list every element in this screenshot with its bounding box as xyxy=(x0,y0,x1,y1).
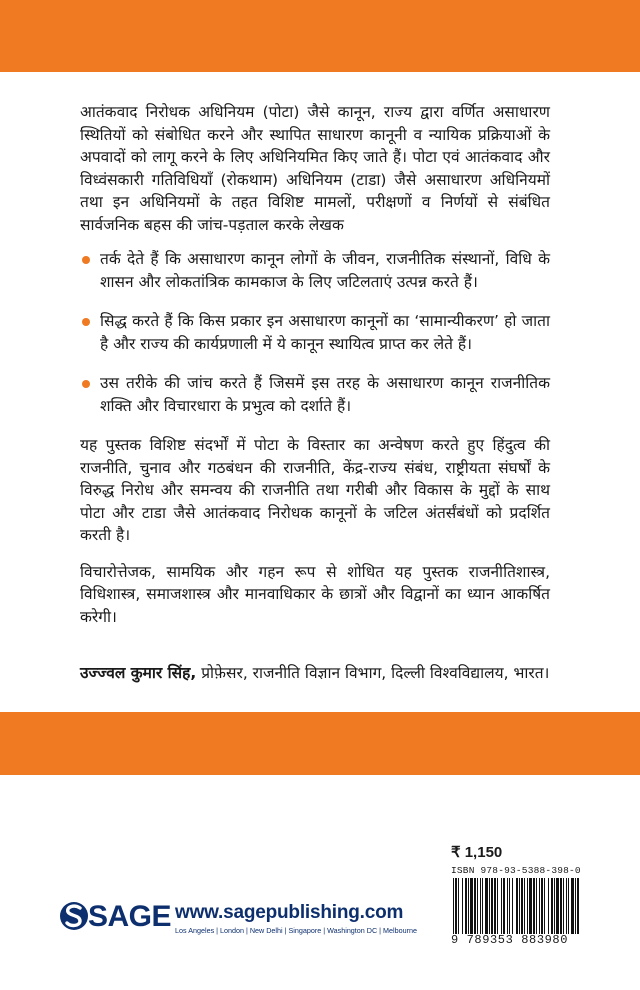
price: ₹ 1,150 xyxy=(451,844,503,861)
back-cover-text xyxy=(80,101,550,685)
isbn-barcode xyxy=(451,865,581,947)
publisher-cities: Los Angeles | London | New Delhi | Singapore | Washington DC | Melbourne xyxy=(175,926,418,935)
summary-paragraph: यह पुस्तक विशिष्ट संदर्भों में पोटा के विस्तार का अन्वेषण करते हुए हिंदुत्व की राजनीति, चुनाव और गठबंधन की राजनीति, केंद्र-राज्य संबंध, राष्ट्रीयता संघर्षों के विरुद्ध निरोध और समन्वय की राजनीति तथा गरीबी और विकास के मुद्दों के साथ पोटा और टाडा जैसे आतंकवाद निरोधक कानूनों के जटिल अंतर्संबंधों को प्रदर्शित करती है। xyxy=(80,436,550,544)
sage-wordmark: SAGE xyxy=(88,900,172,933)
publisher-url[interactable]: www.sagepublishing.com xyxy=(175,902,404,923)
bottom-orange-band xyxy=(0,712,640,775)
barcode-icon xyxy=(451,878,581,934)
intro-paragraph: आतंकवाद निरोधक अधिनियम (पोटा) जैसे कानून, राज्य द्वारा वर्णित असाधारण स्थितियों को संबोधित करने और स्थापित साधारण कानूनी व न्यायिक प्रक्रियाओं के अपवादों को लागू करने के लिए अधिनियमित किए जाते हैं। पोटा एवं आतंकवाद और विध्वंसकारी गतिविधियाँ (रोकथाम) अधिनियम (टाडा) जैसे असाधारण अधिनियमों तथा इन अधिनियमों के तहत विशिष्ट मामलों, परीक्षणों व निर्णयों से संबंधित सार्वजनिक बहस की जांच-पड़ताल करके लेखक xyxy=(80,103,550,234)
isbn-label: ISBN 978-93-5388-398-0 xyxy=(451,865,581,876)
bullet-text: तर्क देते हैं कि असाधारण कानून लोगों के जीवन, राजनीतिक संस्थानों, विधि के शासन और लोकतांत्रिक कामकाज के लिए जटिलताएं उत्पन्न करते हैं। xyxy=(100,250,550,291)
bullet-dot-icon xyxy=(82,256,90,264)
top-orange-band xyxy=(0,0,640,72)
bullet-item xyxy=(80,310,550,355)
bullet-item xyxy=(80,372,550,417)
sage-s-logo-icon xyxy=(59,899,89,933)
bullet-text: सिद्ध करते हैं कि किस प्रकार इन असाधारण कानूनों का ‘सामान्यीकरण’ हो जाता है और राज्य की कार्यप्रणाली में ये कानून स्थायित्व प्राप्त कर लेते हैं। xyxy=(100,312,550,353)
bullet-text: उस तरीके की जांच करते हैं जिसमें इस तरह के असाधारण कानून राजनीतिक शक्ति और विचारधारा के प्रभुत्व को दर्शाते हैं। xyxy=(100,374,550,415)
audience-paragraph: विचारोत्तेजक, सामयिक और गहन रूप से शोधित यह पुस्तक राजनीतिशास्त्र, विधिशास्त्र, समाजशास्त्र और मानवाधिकार के छात्रों और विद्वानों का ध्यान आकर्षित करेगी। xyxy=(80,562,550,626)
bullet-dot-icon xyxy=(82,318,90,326)
author-name: उज्ज्वल कुमार सिंह, xyxy=(80,664,197,682)
author-bio xyxy=(80,662,550,685)
barcode-digits: 9 789353 883980 xyxy=(451,933,569,947)
bullet-item xyxy=(80,248,550,293)
bullet-dot-icon xyxy=(82,380,90,388)
bullet-list xyxy=(80,248,550,417)
author-affiliation: प्रोफ़ेसर, राजनीति विज्ञान विभाग, दिल्ली विश्वविद्यालय, भारत। xyxy=(196,664,550,682)
